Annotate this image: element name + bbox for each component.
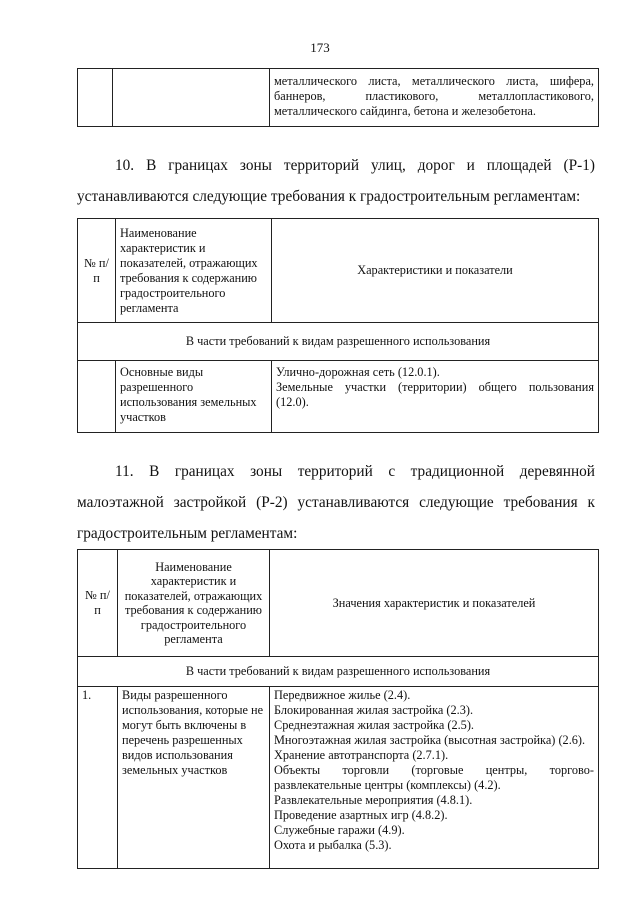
value-line: Хранение автотранспорта (2.7.1). — [274, 748, 449, 762]
value-line: Многоэтажная жилая застройка (высотная застройка) (2.6). — [274, 733, 586, 747]
empty-cell — [113, 69, 270, 127]
paragraph-line: 11. В границах зоны территорий с традиционной деревянной — [115, 463, 595, 480]
characteristics-header: Наименование характеристик и показателей, отражающих требования к содержанию градостроительного регламента — [116, 219, 272, 323]
page-number: 173 — [310, 40, 330, 55]
requirements-subheader: В части требований к видам разрешенного использования — [78, 323, 599, 361]
section-11-paragraph — [77, 456, 595, 549]
row-number: 1. — [78, 687, 118, 869]
text-line: металлического листа, металлического листа, шифера, — [274, 74, 594, 88]
number-header: № п/п — [78, 219, 116, 323]
paragraph-line: градостроительным регламентам: — [77, 525, 298, 542]
section-11-table — [77, 549, 599, 869]
value-line: Охота и рыбалка (5.3). — [274, 838, 392, 852]
characteristics-header: Наименование характеристик и показателей, отражающих требования к содержанию градостроительного регламента — [118, 550, 270, 657]
row-number-cell — [78, 361, 116, 433]
text-line: металлического сайдинга, бетона и железобетона. — [274, 104, 536, 118]
empty-cell — [78, 69, 113, 127]
row-label: Основные виды разрешенного использования земельных участков — [116, 361, 272, 433]
value-line: Проведение азартных игр (4.8.2). — [274, 808, 448, 822]
row-values — [270, 687, 599, 869]
values-header: Характеристики и показатели — [272, 219, 599, 323]
text-line: баннеров, пластикового, металлопластикового, — [274, 89, 594, 103]
section-10-paragraph — [77, 150, 595, 212]
values-header: Значения характеристик и показателей — [270, 550, 599, 657]
paragraph-line: малоэтажной застройкой (Р-2) устанавливаются следующие требования к — [77, 494, 595, 511]
continuation-table — [77, 68, 599, 127]
row-values — [272, 361, 599, 433]
value-line: Земельные участки (территории) общего пользования (12.0). — [276, 380, 594, 409]
value-line: Служебные гаражи (4.9). — [274, 823, 405, 837]
value-line: Улично-дорожная сеть (12.0.1). — [276, 365, 440, 379]
value-line: Объекты торговли (торговые центры, торгово-развлекательные центры (комплексы) (4.2). — [274, 763, 594, 792]
paragraph-line: 10. В границах зоны территорий улиц, дорог и площадей (Р-1) — [115, 157, 595, 174]
paragraph-line: устанавливаются следующие требования к градостроительным регламентам: — [77, 188, 581, 205]
row-label: Виды разрешенного использования, которые не могут быть включены в перечень разрешенных видов использования земельных участков — [118, 687, 270, 869]
requirements-subheader: В части требований к видам разрешенного использования — [78, 657, 599, 687]
section-10-table — [77, 218, 599, 433]
number-header: № п/п — [78, 550, 118, 657]
value-line: Блокированная жилая застройка (2.3). — [274, 703, 474, 717]
value-line: Среднеэтажная жилая застройка (2.5). — [274, 718, 474, 732]
value-line: Развлекательные мероприятия (4.8.1). — [274, 793, 473, 807]
value-line: Передвижное жилье (2.4). — [274, 688, 411, 702]
continuation-text-cell — [270, 69, 599, 127]
